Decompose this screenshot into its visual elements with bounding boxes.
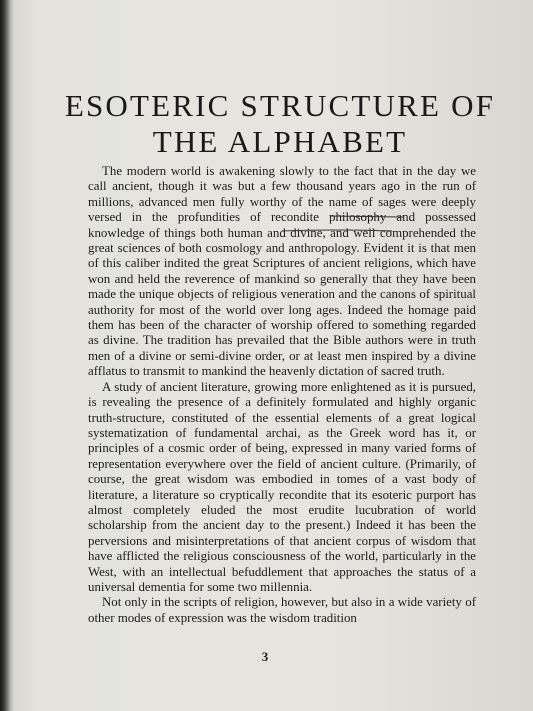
chapter-title-line-2: THE ALPHABET	[152, 124, 408, 159]
chapter-title	[40, 88, 520, 160]
paragraph-2: A study of ancient literature, growing more enlightened as it is pursued, is revealing the presence of a definitely formulated and highly organic truth-structure, constituted of the essential elements of a great logical systematization of fundamental archai, as the Greek word has it, or principles of a cosmic order of being, expressed in many varied forms of representation everywhere over the field of ancient culture. (Primarily, of course, the great wisdom was embodied in tomes of a vast body of literature, a literature so cryptically recondite that its esoteric purport has almost completely eluded the most erudite lucubration of world scholarship from the ancient day to the present.) Indeed it has been the perversions and misinterpretations of that ancient corpus of wisdom that have afflicted the religious consciousness of the world, particularly in the West, with an intellectual befuddlement that approaches the status of a universal dementia for some two millennia.	[88, 379, 476, 594]
body-text	[88, 164, 476, 626]
page-gutter-shadow	[0, 0, 10, 711]
paragraph-3: Not only in the scripts of religion, however, but also in a wide variety of other modes of expression was the wisdom tradition	[88, 595, 476, 625]
chapter-title-line-1: ESOTERIC STRUCTURE OF	[64, 88, 496, 123]
page-number: 3	[261, 649, 269, 664]
paragraph-1: The modern world is awakening slowly to the fact that in the day we call ancient, though it was but a few thousand years ago in the run of millions, advanced men fully worthy of the name of sages were deeply versed in the profundities of recondite philosophy and possessed knowledge of things both human and divine, and well comprehended the great sciences of both cosmology and anthropology. Evident it is that men of this caliber indited the great Scriptures of ancient religions, which have won and held the reverence of mankind so generally that they have been made the unique objects of religious veneration and the canons of spiritual authority for most of the world over long ages. Indeed the homage paid them has been of the character of worship offered to something regarded as divine. The tradition has prevailed that the Bible authors were in truth men of a divine or semi-divine order, or at least men inspired by a divine afflatus to transmit to mankind the heavenly dictation of sacred truth.	[88, 164, 476, 379]
